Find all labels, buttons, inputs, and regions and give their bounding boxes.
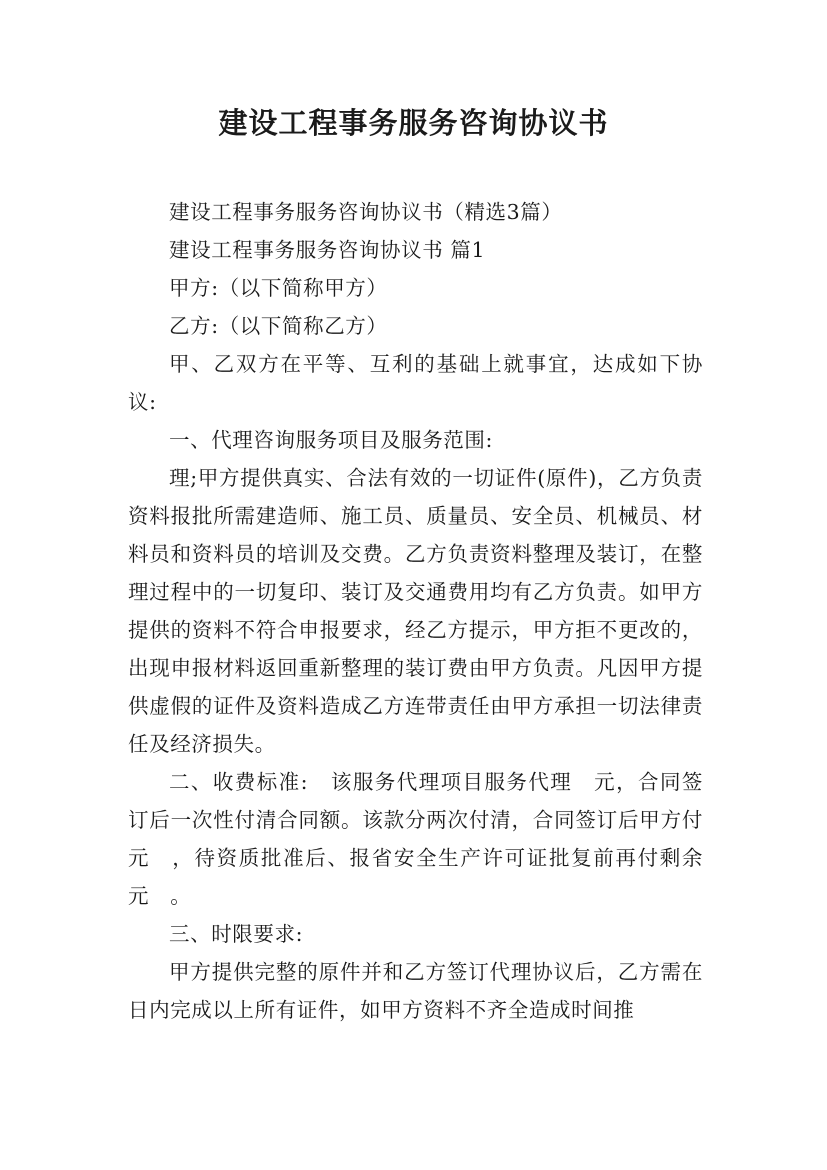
paragraph: 建设工程事务服务咨询协议书（精选3篇） — [169, 200, 563, 224]
paragraph: 乙方:（以下简称乙方） — [169, 314, 388, 338]
paragraph: 二、收费标准: 该服务代理项目服务代理 元，合同签订后一次性付清合同额。该款分两次付清，合同签订后甲方付 元 ，待资质批准后、报省安全生产许可证批复前再付剩余 元 。 — [128, 770, 725, 908]
paragraph: 甲、乙双方在平等、互利的基础上就事宜，达成如下协议: — [128, 352, 703, 414]
paragraph: 理;甲方提供真实、合法有效的一切证件(原件)，乙方负责资料报批所需建造师、施工员、质量员、安全员、机械员、材料员和资料员的培训及交费。乙方负责资料整理及装订，在整理过程中的一切复印、装订及交通费用均有乙方负责。如甲方提供的资料不符合申报要求，经乙方提示，甲方拒不更改的，出现申报材料返回重新整理的装订费由甲方负责。凡因甲方提供虚假的证件及资料造成乙方连带责任由甲方承担一切法律责任及经济损失。 — [128, 466, 703, 756]
paragraph: 甲方:（以下简称甲方） — [169, 276, 388, 300]
paragraph: 三、时限要求: — [169, 922, 304, 946]
paragraph: 一、代理咨询服务项目及服务范围: — [169, 428, 494, 452]
document-title: 建设工程事务服务咨询协议书 — [218, 106, 609, 140]
paragraph: 甲方提供完整的原件并和乙方签订代理协议后，乙方需在 日内完成以上所有证件，如甲方资料不齐全造成时间推 — [128, 960, 725, 1022]
paragraph: 建设工程事务服务咨询协议书 篇1 — [169, 238, 486, 262]
document-body — [128, 193, 725, 1029]
